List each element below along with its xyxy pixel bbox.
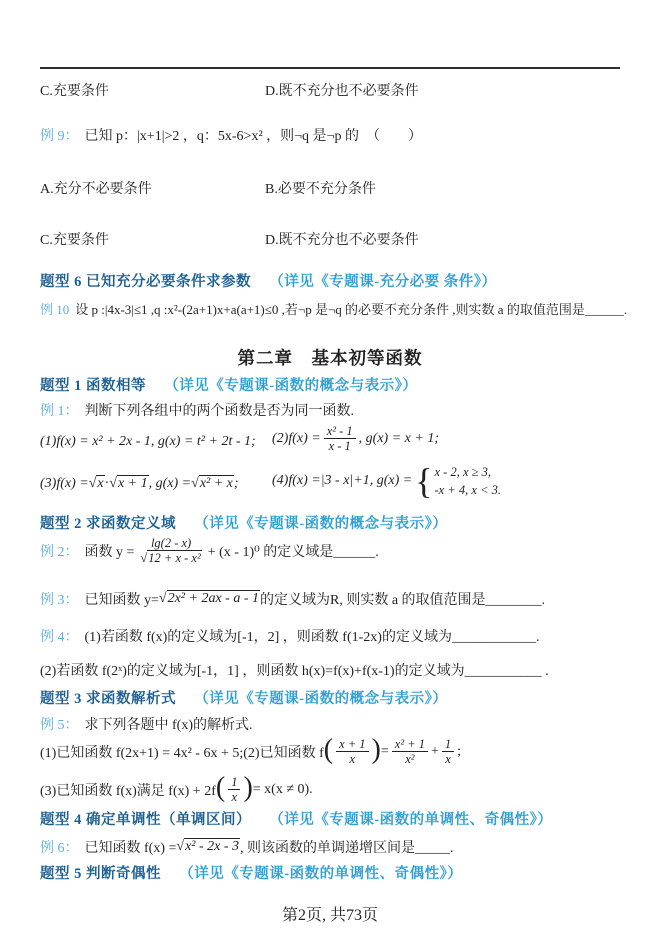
example-4-text-1: (1)若函数 f(x)的定义域为[-1，2] ，则函数 f(1-2x)的定义域为____________.	[84, 630, 540, 645]
topic-4-reference: （详见《专题课-函数的单调性、奇偶性》）	[269, 812, 553, 828]
math-pre: (1)已知函数 f(2x+1) = 4x² - 6x + 5;(2)已知函数 f	[40, 745, 324, 761]
option-text: C.充要条件	[40, 233, 109, 248]
topic-3-heading	[40, 687, 447, 708]
radicand: 2x² + 2ax - a - 1	[167, 591, 259, 606]
example-1-item-2	[272, 424, 439, 454]
example-6-label: 例 6：	[40, 841, 79, 856]
math-pre: (4)f(x) =|3 - x|+1, g(x) =	[272, 473, 413, 489]
topic-6-title: 题型 6 已知充分必要条件求参数	[40, 274, 251, 290]
radical-icon: √	[88, 476, 97, 491]
math-pre: 函数 y =	[84, 544, 135, 560]
sqrt-expression	[159, 591, 260, 607]
topic-2-reference: （详见《专题课-函数的概念与表示》）	[194, 516, 448, 532]
topic-4-title: 题型 4 确定单调性（单调区间）	[40, 812, 251, 828]
option-text: B.必要不充分条件	[265, 182, 376, 197]
topic-3-reference: （详见《专题课-函数的概念与表示》）	[194, 691, 448, 707]
topic-2-heading	[40, 512, 447, 533]
fraction-numerator: x + 1	[336, 737, 368, 752]
sqrt-expression	[176, 839, 240, 855]
topic-3-title: 题型 3 求函数解析式	[40, 691, 176, 707]
example-4-label: 例 4：	[40, 630, 79, 645]
example-9-option-c	[40, 229, 109, 249]
fraction	[324, 424, 356, 454]
example-5-items-1-2: (1)已知函数 f(2x+1) = 4x² - 6x + 5;(2)已知函数 f ( $\frac{x + 1}{x}$ ) = $\frac{\text{x² + 1}}{\text{x²}}$ + $\frac{1}{x}$ ;	[40, 733, 462, 767]
example-5-label: 例 5：	[40, 718, 79, 733]
fraction	[392, 737, 428, 767]
plus-sign: +	[431, 743, 439, 759]
fraction-denominator: x	[349, 752, 356, 767]
math-post: , g(x) = x + 1;	[358, 430, 439, 446]
radical-icon: √	[140, 551, 148, 566]
example-9-option-a	[40, 178, 152, 198]
radicand: x + 1	[117, 476, 148, 491]
math-pre: 已知函数 y=	[84, 593, 159, 608]
topic-2-title: 题型 2 求函数定义域	[40, 516, 176, 532]
example-3	[40, 589, 545, 609]
sqrt-expression	[109, 476, 148, 492]
piecewise-cases	[435, 463, 502, 499]
example-4-line-1	[40, 626, 539, 646]
fraction-numerator: x² - 1	[324, 424, 356, 439]
math-mid: , g(x) =	[148, 476, 192, 491]
example-5-item-3: (3)已知函数 f(x)满足 f(x) + 2f ( $\frac{1}{x}$ ) = x(x ≠ 0).	[40, 771, 313, 805]
radical-icon: √	[109, 476, 117, 491]
fraction-denominator	[137, 551, 204, 565]
example-10-text: 设 p :|4x-3|≤1 ,q :x²-(2a+1)x+a(a+1)≤0 ,若¬p 是¬q 的必要不充分条件 ,则实数 a 的取值范围是______.	[75, 302, 628, 317]
piecewise-function	[415, 460, 502, 501]
dot-operator: ·	[104, 476, 110, 491]
brace-icon: {	[415, 460, 433, 501]
chapter-title: 第二章 基本初等函数	[237, 348, 423, 368]
example-1-item-1: (1)f(x) = x² + 2x - 1, g(x) = t² + 2t - 1;	[40, 434, 256, 449]
math-pre: 已知函数 f(x) =	[84, 841, 177, 856]
case-2: -x + 4, x < 3.	[434, 483, 502, 498]
radicand: x² + x	[199, 476, 233, 491]
fraction-denominator: x - 1	[328, 439, 351, 454]
topic-1-heading	[40, 374, 417, 395]
fraction-denominator: x	[231, 790, 238, 805]
math-pre: (2)f(x) =	[272, 430, 321, 446]
math-post: , 则该函数的单调递增区间是_____.	[240, 841, 454, 856]
option-text: D.既不充分也不必要条件	[265, 84, 419, 99]
example-3-label: 例 3：	[40, 593, 79, 608]
topic-6-reference: （详见《专题课-充分必要 条件》）	[269, 274, 497, 290]
divider-line	[40, 67, 620, 69]
radical-icon: √	[176, 839, 185, 854]
math-post: 的定义域为R, 则实数 a 的取值范围是________.	[260, 593, 546, 608]
example-9	[40, 125, 422, 145]
math-post: = x(x ≠ 0).	[252, 781, 313, 797]
equals-sign: =	[380, 743, 389, 759]
topic-5-reference: （详见《专题课-函数的单调性、奇偶性》）	[179, 866, 463, 882]
radical-icon: √	[191, 476, 199, 491]
semicolon: ;	[457, 743, 462, 759]
fraction-numerator: lg(2 - x)	[148, 536, 194, 551]
radicand: x	[97, 476, 104, 491]
example-1-text: 判断下列各组中的两个函数是否为同一函数.	[84, 404, 354, 419]
example-5-text: 求下列各题中 f(x)的解析式.	[84, 718, 253, 733]
fraction	[442, 737, 454, 767]
topic-6-heading	[40, 270, 496, 291]
fraction-numerator: 1	[228, 775, 240, 790]
radicand: x² - 2x - 3	[185, 839, 240, 854]
fraction-numerator: 1	[442, 737, 454, 752]
case-1: x - 2, x ≥ 3,	[434, 465, 491, 479]
sqrt-expression	[140, 550, 201, 565]
topic-1-title: 题型 1 函数相等	[40, 378, 146, 394]
example-2	[40, 536, 379, 566]
topic-4-heading	[40, 808, 552, 829]
prev-option-d	[265, 80, 419, 100]
math-pre: (3)f(x) =	[40, 476, 89, 491]
sqrt-expression	[89, 476, 105, 492]
page-number-footer: 第2页, 共73页	[281, 907, 378, 924]
radical-icon: √	[158, 591, 167, 606]
topic-5-heading	[40, 862, 462, 883]
example-5	[40, 714, 253, 734]
example-1-label: 例 1：	[40, 404, 79, 419]
example-9-option-d	[265, 229, 419, 249]
example-10-label: 例 10	[40, 302, 70, 317]
radicand: 12 + x - x²	[148, 551, 201, 566]
math-post: + (x - 1)⁰ 的定义域是______.	[207, 544, 379, 560]
prev-option-c	[40, 80, 109, 100]
option-text: A.充分不必要条件	[40, 182, 152, 197]
math-pre: (3)已知函数 f(x)满足 f(x) + 2f	[40, 783, 216, 799]
example-6	[40, 837, 454, 857]
example-1	[40, 400, 354, 420]
fraction-numerator: x² + 1	[392, 737, 428, 752]
topic-5-title: 题型 5 判断奇偶性	[40, 866, 161, 882]
example-10	[40, 299, 627, 318]
fraction	[228, 775, 240, 805]
example-1-item-4	[272, 460, 502, 501]
example-2-label: 例 2：	[40, 544, 79, 560]
fraction-denominator: x	[445, 752, 451, 767]
example-1-item-3	[40, 476, 239, 492]
option-text: C.充要条件	[40, 84, 109, 99]
topic-1-reference: （详见《专题课-函数的概念与表示》）	[164, 378, 418, 394]
example-9-label: 例 9：	[40, 129, 79, 144]
example-4-line-2: (2)若函数 f(2ˣ)的定义域为[-1，1] ，则函数 h(x)=f(x)+f(x-1)的定义域为___________ .	[40, 664, 549, 679]
example-9-text: 已知 p：|x+1|>2 ，q：5x-6>x² ，则¬q 是¬p 的 （ ）	[84, 129, 422, 144]
sqrt-expression	[191, 476, 234, 492]
math-post: ;	[233, 476, 239, 491]
fraction-denominator: x²	[405, 752, 415, 767]
example-9-option-b	[265, 178, 376, 198]
fraction	[137, 536, 204, 566]
fraction	[336, 737, 368, 767]
option-text: D.既不充分也不必要条件	[265, 233, 419, 248]
